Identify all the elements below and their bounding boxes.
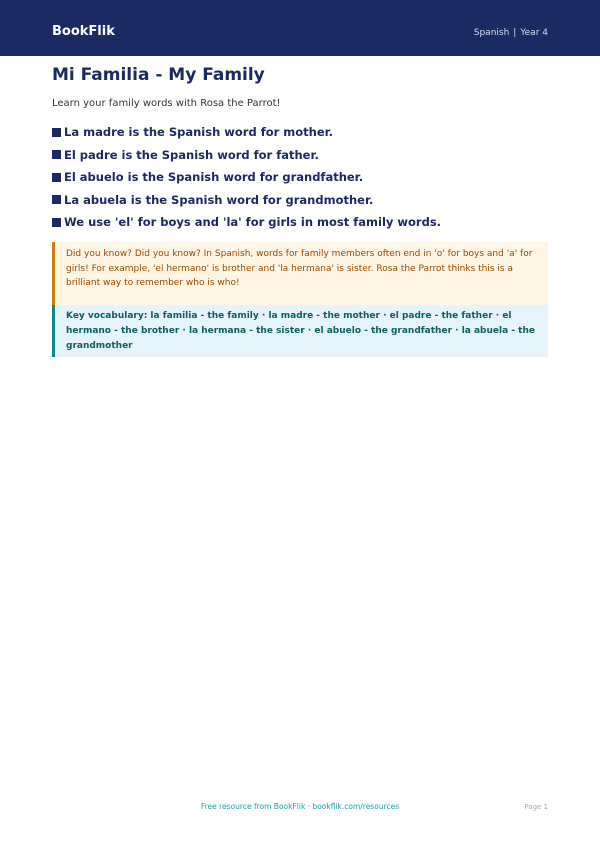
fact-text: La abuela is the Spanish word for grandmother. xyxy=(64,192,374,207)
fact-text: La madre is the Spanish word for mother. xyxy=(64,125,334,140)
fact-text: El padre is the Spanish word for father. xyxy=(64,147,319,162)
square-bullet-icon xyxy=(52,218,61,227)
square-bullet-icon xyxy=(52,195,61,204)
brand-logo[interactable]: BookFlik xyxy=(52,24,115,39)
vocabulary-text: Key vocabulary: la familia - the family · la madre - the mother · el padre - the father · el hermano - the brother · la hermana - the sister · el abuelo - the grandfather · la abuela - the grandmother xyxy=(66,311,535,351)
list-item xyxy=(52,166,441,189)
intro-text: Learn your family words with Rosa the Parrot! xyxy=(52,98,281,109)
list-item xyxy=(52,144,441,167)
page-title: Mi Familia - My Family xyxy=(52,65,265,85)
list-item xyxy=(52,211,441,234)
fact-text: El abuelo is the Spanish word for grandfather. xyxy=(64,170,364,185)
fact-text: We use 'el' for boys and 'la' for girls in most family words. xyxy=(64,215,442,230)
facts-list xyxy=(52,121,441,234)
square-bullet-icon xyxy=(52,150,61,159)
list-item xyxy=(52,189,441,212)
meta-separator: | xyxy=(513,28,517,38)
footer-credit[interactable]: Free resource from BookFlik · bookflik.com/resources xyxy=(200,802,400,811)
list-item xyxy=(52,121,441,144)
callout-text: Did you know? Did you know? In Spanish, words for family members often end in 'o' for boys and 'a' for girls! For example, 'el hermano' is brother and 'la hermana' is sister. Rosa the Parrot thinks this is a brilliant way to remember who is who! xyxy=(66,249,533,288)
square-bullet-icon xyxy=(52,173,61,182)
key-vocabulary-box xyxy=(52,305,548,357)
year-label: Year 4 xyxy=(520,28,548,38)
page-number: Page 1 xyxy=(524,803,548,811)
header-bar xyxy=(0,0,600,56)
subject-meta xyxy=(474,28,548,38)
did-you-know-callout xyxy=(52,242,548,305)
square-bullet-icon xyxy=(52,128,61,137)
subject-label: Spanish xyxy=(473,28,510,38)
